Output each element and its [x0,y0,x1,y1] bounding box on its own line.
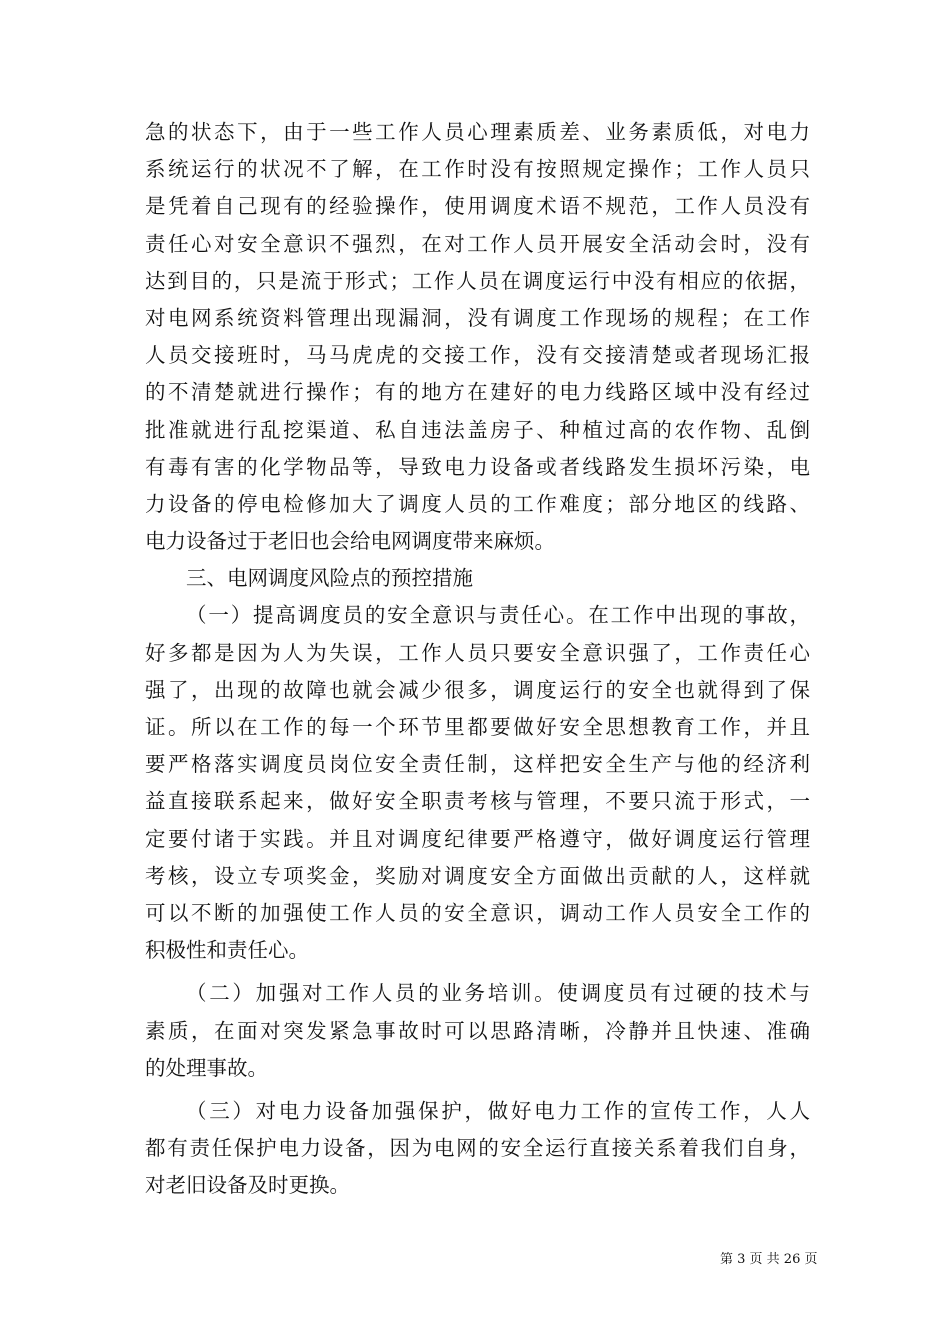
text-line: 人员交接班时，马马虎虎的交接工作，没有交接清楚或者现场汇报 [145,343,810,368]
text-line: 益直接联系起来，做好安全职责考核与管理，不要只流于形式，一 [145,789,810,814]
text-line: 好多都是因为人为失误，工作人员只要安全意识强了，工作责任心 [145,640,810,665]
text-line: 是凭着自己现有的经验操作，使用调度术语不规范，工作人员没有 [145,194,810,219]
text-line: 系统运行的状况不了解，在工作时没有按照规定操作；工作人员只 [145,157,810,182]
text-line: 对电网系统资料管理出现漏洞，没有调度工作现场的规程；在工作 [145,305,810,330]
text-line: 批准就进行乱挖渠道、私自违法盖房子、种植过高的农作物、乱倒 [145,417,810,442]
page-number: 第 3 页 共 26 页 [720,1252,818,1267]
text-line: 要严格落实调度员岗位安全责任制，这样把安全生产与他的经济利 [145,752,810,777]
section-heading [145,560,810,597]
text-line: 强了，出现的故障也就会减少很多，调度运行的安全也就得到了保 [145,677,810,702]
text-line: 电力设备过于老旧也会给电网调度带来麻烦。 [145,529,555,554]
paragraph [145,114,810,560]
text-line: 素质，在面对突发紧急事故时可以思路清晰，冷静并且快速、准确 [145,1018,810,1043]
text-line: 可以不断的加强使工作人员的安全意识，调动工作人员安全工作的 [145,900,810,925]
text-line: 都有责任保护电力设备，因为电网的安全运行直接关系着我们自身， [145,1136,810,1161]
text-line: 力设备的停电检修加大了调度人员的工作难度；部分地区的线路、 [145,491,810,516]
text-line: 的处理事故。 [145,1055,268,1080]
text-line: 的不清楚就进行操作；有的地方在建好的电力线路区域中没有经过 [145,380,810,405]
text-line: 责任心对安全意识不强烈，在对工作人员开展安全活动会时，没有 [145,231,810,256]
paragraph [145,597,810,969]
text-line: 急的状态下，由于一些工作人员心理素质差、业务素质低，对电力 [145,120,810,144]
text-line: 定要付诸于实践。并且对调度纪律要严格遵守，做好调度运行管理 [145,826,810,851]
text-line: 证。所以在工作的每一个环节里都要做好安全思想教育工作，并且 [145,715,810,739]
text-line: （三）对电力设备加强保护，做好电力工作的宣传工作，人人 [186,1098,810,1123]
paragraph [145,975,810,1087]
text-line: 积极性和责任心。 [145,938,309,963]
heading-text: 三、电网调度风险点的预控措施 [186,566,473,591]
document-body [145,114,810,1204]
text-line: 有毒有害的化学物品等，导致电力设备或者线路发生损坏污染，电 [145,454,810,479]
text-line: 考核，设立专项奖金，奖励对调度安全方面做出贡献的人，这样就 [145,863,810,888]
text-line: 对老旧设备及时更换。 [145,1173,350,1198]
text-line: （一）提高调度员的安全意识与责任心。在工作中出现的事故， [186,603,810,628]
paragraph [145,1093,810,1205]
text-line: （二）加强对工作人员的业务培训。使调度员有过硬的技术与 [186,981,810,1006]
text-line: 达到目的，只是流于形式；工作人员在调度运行中没有相应的依据， [145,268,810,293]
